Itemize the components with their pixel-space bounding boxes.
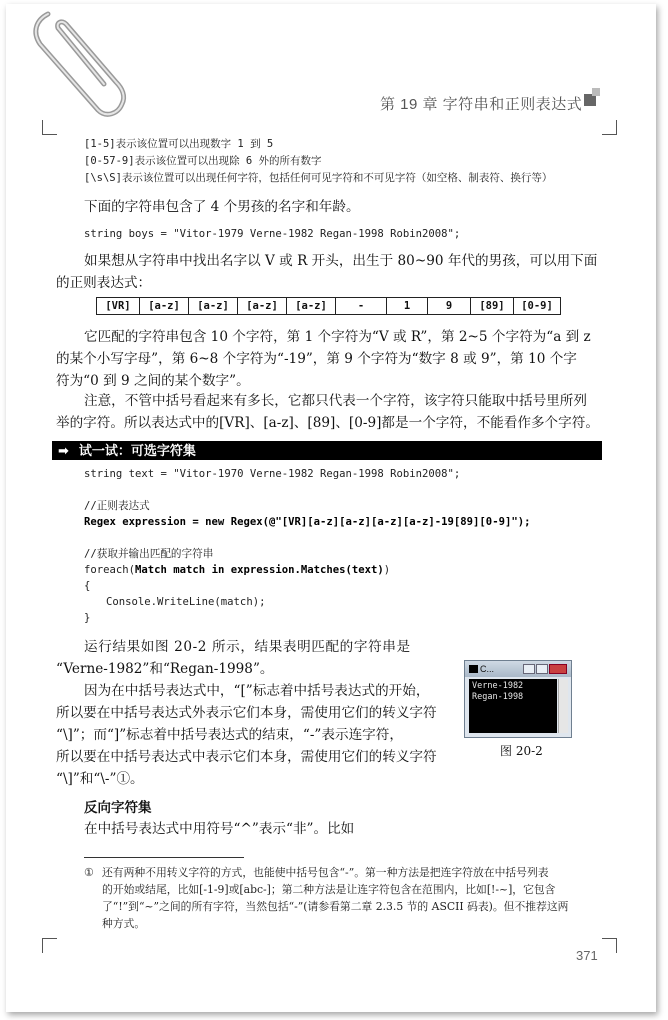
code-token: foreach(: [84, 564, 136, 576]
regex-cell: [a-z]: [189, 298, 238, 315]
console-window: [464, 660, 572, 738]
regex-cell: 9: [428, 298, 471, 315]
tryit-bar: [52, 441, 602, 460]
paragraph-line: 注意，不管中括号看起来有多长，它都只代表一个字符，该字符只能取中括号里所列: [84, 393, 587, 409]
code-comment: //正则表达式: [84, 500, 150, 512]
paragraph-line: 的某个小写字母”，第 6~8 个字符为“-19”，第 9 个字符为“数字 8 或 9”，第 10 个字: [56, 351, 577, 367]
char-class-item: [0-57-9]表示该位置可以出现除 6 外的所有数字: [84, 155, 322, 167]
code-token: ): [383, 564, 391, 576]
code-block: [84, 466, 530, 626]
paragraph-intro: 下面的字符串包含了 4 个男孩的名字和年龄。: [84, 199, 360, 215]
paragraph-line: 它匹配的字符串包含 10 个字符，第 1 个字符为“V 或 R”，第 2~5 个字符为“a 到 z: [84, 329, 591, 345]
section-heading: 反向字符集: [84, 800, 152, 815]
regex-cell: -: [336, 298, 387, 315]
paragraph-line: 运行结果如图 20-2 所示，结果表明匹配的字符串是: [84, 639, 411, 655]
chapter-header: 第 19 章 字符串和正则表达式: [380, 96, 583, 113]
char-class-item: [\s\S]表示该位置可以出现任何字符，包括任何可见字符和不可见字符（如空格、制表符、换行等）: [84, 172, 553, 184]
regex-cell: [VR]: [97, 298, 140, 315]
header-square-small-icon: [592, 88, 600, 96]
console-scrollbar[interactable]: [558, 679, 568, 733]
regex-cell: [a-z]: [238, 298, 287, 315]
console-title: C...: [480, 664, 495, 674]
console-line: Regan-1998: [472, 692, 524, 702]
paragraph-line: 所以要在中括号表达式中表示它们本身，需使用它们的转义字符: [56, 749, 437, 765]
code-line: }: [84, 612, 91, 624]
code-line: string text = "Vitor-1970 Verne-1982 Regan-1998 Robin2008";: [84, 468, 461, 480]
code-line: Regex expression = new Regex(@"[VR][a-z][a-z][a-z][a-z]-19[89][0-9]");: [84, 516, 531, 528]
footnote-line: 还有两种不用转义字符的方式，也能使中括号包含“-”。第一种方法是把连字符放在中括号列表: [102, 866, 549, 879]
code-token-bold: Match match in expression.Matches(text): [135, 564, 384, 576]
paragraph-line: 如果想从字符串中找出名字以 V 或 R 开头，出生于 80~90 年代的男孩，可以用下面: [84, 253, 598, 269]
paragraph-find: [56, 250, 604, 294]
regex-cell: 1: [387, 298, 428, 315]
paragraph-line: 所以要在中括号表达式外表示它们本身，需使用它们的转义字符: [56, 705, 437, 721]
regex-row: [97, 298, 561, 315]
code-line: [84, 562, 530, 578]
footnote: [84, 864, 604, 932]
paragraph-match: [56, 326, 604, 392]
regex-cell: [0-9]: [514, 298, 561, 315]
console-line: Verne-1982: [472, 681, 524, 691]
code-line: {: [84, 580, 91, 592]
regex-cell: [89]: [471, 298, 514, 315]
paragraph-result: [56, 636, 456, 680]
paragraph-line: 符为“0 到 9 之间的某个数字”。: [56, 373, 250, 389]
close-icon[interactable]: [549, 664, 567, 674]
char-class-list: [84, 136, 552, 187]
regex-table: [96, 297, 561, 315]
minimize-icon[interactable]: [523, 664, 535, 674]
footnote-rule: [84, 857, 244, 858]
footnote-line: 的开始或结尾，比如[-1-9]或[abc-]；第二种方法是让连字符包含在范围内，比如[!-~]，它包含: [102, 883, 556, 896]
crop-mark-bottom-right: [602, 938, 617, 953]
page-number: 371: [576, 948, 598, 963]
footnote-line: 了“!”到“~”之间的所有字符，当然包括“-”(请参看第二章 2.3.5 节的 ASCII 码表)。但不推荐这两: [102, 900, 569, 913]
paragraph-negate: 在中括号表达式中用符号“^”表示“非”。比如: [84, 821, 355, 837]
console-titlebar: [465, 661, 571, 677]
tryit-title: 试一试：可选字符集: [78, 443, 196, 458]
paragraph-line: “\]”；而“]”标志着中括号表达式的结束，“-”表示连字符，: [56, 727, 403, 743]
crop-mark-top-left: [42, 120, 57, 135]
paperclip-icon: [18, 2, 138, 122]
code-string-boys: string boys = "Vitor-1979 Verne-1982 Regan-1998 Robin2008";: [84, 228, 461, 240]
figure-caption: 图 20-2: [500, 744, 543, 758]
paragraph-line: 的正则表达式：: [56, 275, 152, 291]
arrow-right-icon: ➡: [58, 443, 69, 458]
crop-mark-bottom-left: [42, 938, 57, 953]
footnote-line: 种方式。: [102, 917, 146, 930]
paragraph-line: “\]”和“\-”①。: [56, 771, 144, 787]
code-line: Console.WriteLine(match);: [106, 596, 266, 608]
console-screen: [469, 679, 557, 733]
paragraph-line: “Verne-1982”和“Regan-1998”。: [56, 661, 274, 677]
regex-cell: [a-z]: [287, 298, 336, 315]
maximize-icon[interactable]: [536, 664, 548, 674]
footnote-marker: ①: [84, 866, 94, 879]
code-comment: //获取并输出匹配的字符串: [84, 548, 214, 560]
paragraph-note: [56, 390, 604, 434]
regex-cell: [a-z]: [140, 298, 189, 315]
console-app-icon: [469, 665, 478, 673]
paragraph-escape: [56, 680, 456, 790]
paragraph-line: 举的字符。所以表达式中的[VR]、[a-z]、[89]、[0-9]都是一个字符，不能看作多个字符。: [56, 415, 599, 431]
char-class-item: [1-5]表示该位置可以出现数字 1 到 5: [84, 138, 274, 150]
crop-mark-top-right: [602, 120, 617, 135]
paragraph-line: 因为在中括号表达式中，“[”标志着中括号表达式的开始，: [84, 683, 430, 699]
